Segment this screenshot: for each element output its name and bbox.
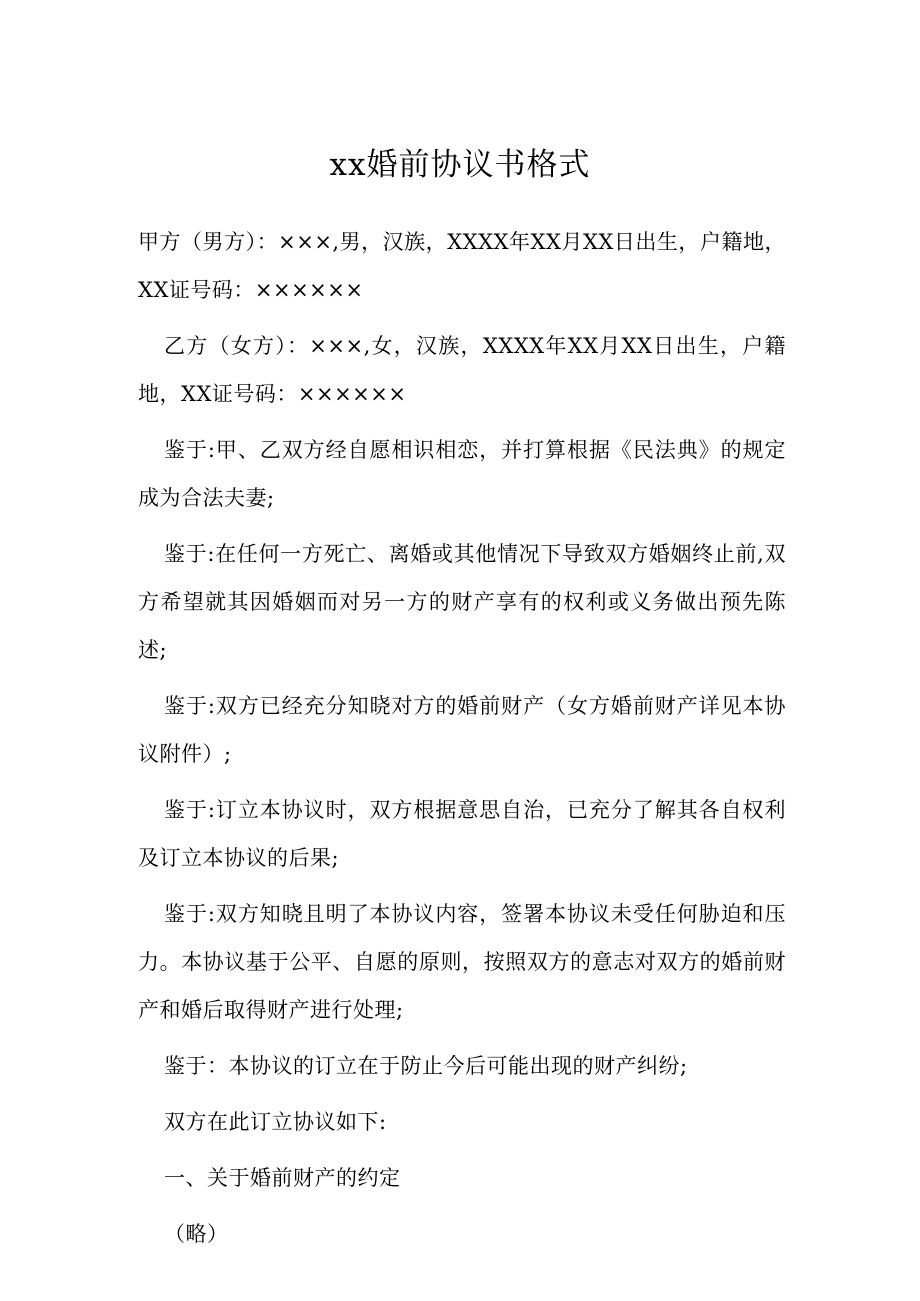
- whereas-paragraph-6: 鉴于：本协议的订立在于防止今后可能出现的财产纠纷;: [164, 1054, 688, 1078]
- whereas-paragraph-3: 鉴于:双方已经充分知晓对方的婚前财产（女方婚前财产详见本协议附件）;: [138, 694, 786, 766]
- whereas-paragraph-1: 鉴于:甲、乙双方经自愿相识相恋，并打算根据《民法典》的规定成为合法夫妻;: [138, 438, 786, 510]
- whereas-paragraph-5: 鉴于:双方知晓且明了本协议内容，签署本协议未受任何胁迫和压力。本协议基于公平、自愿的原则，按照双方的意志对双方的婚前财产和婚后取得财产进行处理;: [138, 902, 786, 1022]
- section-heading-1: 一、关于婚前财产的约定: [164, 1166, 401, 1190]
- party-a-paragraph: 甲方（男方）：×××,男，汉族，XXXX年XX月XX日出生，户籍地，XX证号码：××××××: [138, 230, 786, 302]
- agreement-intro: 双方在此订立协议如下:: [164, 1110, 387, 1134]
- document-title: xx婚前协议书格式: [329, 147, 591, 183]
- party-b-paragraph: 乙方（女方）：×××,女，汉族，XXXX年XX月XX日出生，户籍地，XX证号码：××××××: [138, 334, 786, 406]
- document-body: [138, 218, 786, 1266]
- whereas-paragraph-2: 鉴于:在任何一方死亡、离婚或其他情况下导致双方婚姻终止前,双方希望就其因婚姻而对另一方的财产享有的权利或义务做出预先陈述;: [138, 542, 786, 662]
- whereas-paragraph-4: 鉴于:订立本协议时，双方根据意思自治，已充分了解其各自权利及订立本协议的后果;: [138, 798, 786, 870]
- section-content-omitted: （略）: [164, 1222, 229, 1246]
